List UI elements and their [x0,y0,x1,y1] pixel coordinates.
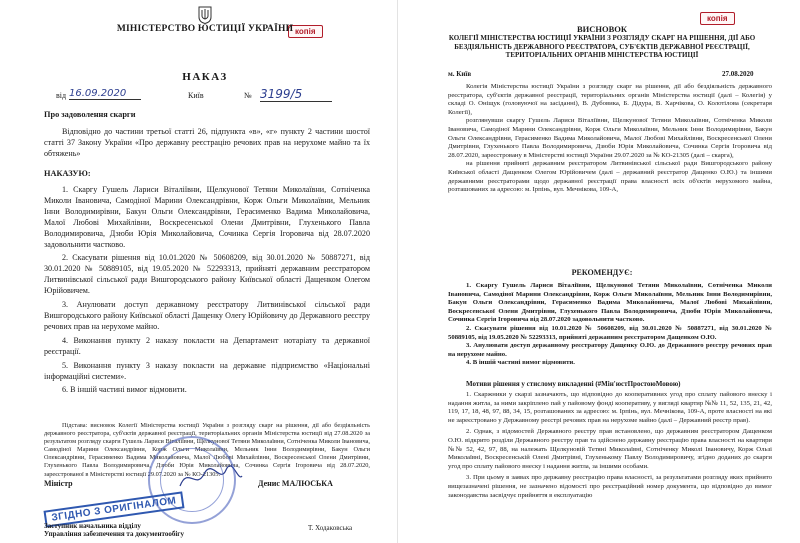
motive-item: 2. Однак, з відомостей Державного реєстру прав встановлено, що державним реєстратором Дащенком О.Ю. відкрито розділи Державного реєстру прав та здійснено державну реєстрацію права власності на квартири №№ 52, 42, 97, 88, на належать Щелкуновій Тетяні Миколаївні, Сотніченку Миколі Івановичу, Корж Ользі Миколаївні, Воскресенській Олені Дмитрівні, Глухенькому Павлу Володимировичу, згідно доданих до скарги угод про сплату пайового внеску і надання житла, за іншими особами. [448,428,772,470]
document-type: НАКАЗ [182,71,228,83]
intro-paragraph: розглянувши скаргу Гушель Лариси Віталіївни, Щелкунової Тетяни Миколаївни, Сотніченка Миколи Івановича, Самодіної Марини Олександрівни, Корж Ольги Миколаївни, Мельник Інни Володимирівни, Бакун Ольги Олександрівни, Герасименко Вадима Миколайовича, Малої Любові Михайлівни, Воскресенської Олени Дмитрівни, Глухенького Павла Володимировича, Дзюби Юрія Миколайовича, Сочинка Сергія Ігоровича від 28.07.2020, зареєстровану в Міністерстві юстиції України 29.07.2020 за № КО-21305 (далі – скарга), [448,117,772,159]
order-item: 2. Скасувати рішення від 10.01.2020 № 50608209, від 30.01.2020 № 50887271, від 30.01.2020 № 50889105, від 19.05.2020 № 52293313, прийняті державним реєстратором Литвинівської сільської ради Вишгородського району Київської області Дащенком Олегом Юрійовичем. [44,253,370,296]
recommendation-list [448,282,772,368]
motive-heading: Мотиви рішення у стислому викладенні (#Мін'юстПростоюМовою) [466,380,681,388]
recommendation-item: 4. В іншій частині вимог відмовити. [466,359,575,367]
order-meta-row [56,87,366,104]
conclusion-subtitle: КОЛЕГІЇ МІНІСТЕРСТВА ЮСТИЦІЇ УКРАЇНИ З РОЗГЛЯДУ СКАРГ НА РІШЕННЯ, ДІЇ АБО БЕЗДІЯЛЬНІСТЬ ДЕРЖАВНОГО РЕЄСТРАТОРА, СУБ'ЄКТІВ ДЕРЖАВНОЇ РЕЄСТРАЦІЇ, ТЕРИТОРІАЛЬНИХ ОРГАНІВ МІНІСТЕРСТВА ЮСТИЦІЇ [448,34,756,60]
footer-signer: Т. Ходаковська [308,524,353,532]
conclusion-date: 27.08.2020 [722,70,754,78]
date-prefix: від [56,91,67,100]
number-prefix: № [244,91,252,100]
motive-list [448,391,772,500]
recommendation-item: 2. Скасувати рішення від 10.01.2020 № 50608209, від 30.01.2020 № 50887271, від 30.01.2020 № 50889105, від 19.05.2020 № 52293313, прийняті державним реєстратором Дащенком О.Ю. [448,324,772,341]
intro-paragraph: Колегія Міністерства юстиції України з розгляду скарг на рішення, дії або бездіяльність державного реєстратора, суб'єктів державної реєстрації, територіальних органів Міністерства юстиції (далі – Колегія) у складі О. Оніщук (головуючої на засіданні), В. Дубовика, Б. Дідура, В. Харчікова, О. Колотілова (секретаря Колегії), [448,83,772,116]
order-basis: Підстава: висновок Колегії Міністерства юстиції України з розгляду скарг на рішення, дії або бездіяльність державного реєстратора, суб'єктів державної реєстрації, територіальних органів Міністерства юстиції від 27.08.2020 за результатом розгляду скарги Гушель Лариси Віталіївни, Щелкунової Тетяни Миколаївни, Сотніченка Миколи Івановича, Самодіної Марини Олександрівни, Корж Ольги Миколаївни, Мельник Інни Володимирівни, Бакун Ольги Олександрівни, Герасименко Вадима Миколайовича, Малої Любові Михайлівни, Воскресенської Олени Дмитрівни, Глухенького Павла Володимировича, Дзюби Юрія Миколайовича, Сочинка Сергія Ігоровича від 28.07.2020, зареєстрованої в Міністерстві юстиції 29.07.2020 за № КО-21305. [44,422,370,478]
footer-department: Управління забезпечення та документообігу [44,530,184,538]
order-page [0,0,398,543]
order-item: 3. Анулювати доступ державному реєстратору Литвинівської сільської ради Вишгородського району Київської області Дащенку Олегу Юрійовичу до Державного реєстру речових прав на нерухоме майно. [44,300,370,331]
minister-label: Міністр [44,479,73,488]
order-subject: Про задоволення скарги [44,110,136,119]
order-items [44,185,370,396]
coat-of-arms-icon [198,6,212,24]
recommendation-item: 3. Анулювати доступ державному реєстратору Дащенку О.Ю. до Державного реєстру речових прав на нерухоме майно. [448,342,772,358]
motive-item: 1. Скаржники у скарзі зазначають, що відповідно до кооперативних угод про сплату пайового внеску і надання житла, за ними закріплено пай у пайовому фонді кооперативу, у вигляді квартир №№ 11, 52, 135, 21, 42, 119, 17, 18, 48, 97, 88, 34, 15, розташованих за адресою: м. Ірпінь, вул. Мечнікова, 109-А, проте власності на які не зареєстровано у Державному реєстрі речових прав на нерухоме майно (далі – Державний реєстр прав). [448,391,772,424]
conclusion-intro [448,83,772,195]
minister-name: Денис МАЛЮСЬКА [258,479,333,488]
recommendation-item: 1. Скаргу Гушель Лариси Віталіївни, Щелкунової Тетяни Миколаївни, Сотніченка Миколи Івановича, Самодіної Марини Олександрівни, Корж Ольги Миколаївни, Мельник Інни Володимирівни, Бакун Ольги Олександрівни, Герасименко Вадима Миколайовича, Малої Любові Михайлівни, Воскресенської Олени Дмитрівни, Глухенького Павла Володимировича, Дзюби Юрія Миколайовича, Сочинка Сергія Ігоровича від 28.07.2020 задовольнити частково. [448,282,772,324]
order-item: 5. Виконання пункту 3 наказу покласти на державне підприємство «Національні інформаційні системи». [44,360,370,381]
conclusion-city: м. Київ [448,70,472,78]
copy-badge: копія [288,25,323,38]
order-date: 16.09.2020 [69,88,141,100]
ministry-title: МІНІСТЕРСТВО ЮСТИЦІЇ УКРАЇНИ [116,24,294,34]
order-command: НАКАЗУЮ: [44,169,91,178]
conclusion-page [402,0,800,543]
motive-item: 3. При цьому в заявах про державну реєстрацію права власності, за результатами розгляду яких прийнято вищезазначені рішення, не зазначено відомості про реєстраційний номер документа, що відповідно до вимог законодавства засвідчує прийняття в експлуатацію [448,474,772,499]
certified-copy-stamp: ЗГІДНО З ОРИГІНАЛОМ [43,491,184,527]
intro-paragraph: на рішення прийняті державним реєстратором Литвинівської сільської ради Вишгородського району Київської області Дащенком Олегом Юрійовичем (далі – державний реєстратор Дащенко О.Ю.) та іншими державними реєстраторами щодо державної реєстрації права власності всіх об'єктів нерухомого майна, розташованих за адресою: м. Ірпінь, вул. Мечнікова, 109-А, [448,160,772,194]
footer-position: Заступник начальника відділу [44,522,141,530]
order-intro: Відповідно до частини третьої статті 26, підпункта «в», «г» пункту 2 частини шостої статті 37 Закону України «Про державну реєстрацію речових прав на нерухоме майно та їх обтяжень» [44,127,370,158]
conclusion-title: ВИСНОВОК [576,24,628,34]
order-number: 3199/5 [260,87,332,102]
order-item: 6. В іншій частині вимог відмовити. [62,385,187,395]
order-city: Київ [188,91,204,100]
order-item: 1. Скаргу Гушель Лариси Віталіївни, Щелкунової Тетяни Миколаївни, Сотніченка Миколи Івановича, Самодіної Марини Олександрівни, Корж Ольги Миколаївни, Мельник Інни Володимирівни, Бакун Ольги Олександрівни, Герасименко Вадима Миколайовича, Малої Любові Михайлівни, Воскресенської Олени Дмитрівни, Глухенького Павла Володимировича, Дзюби Юрія Миколайовича, Сочинка Сергія Ігоровича від 28.07.2020 задовольнити частково. [44,185,370,249]
copy-badge: копія [700,12,735,25]
order-item: 4. Виконання пункту 2 наказу покласти на Департамент нотаріату та державної реєстрації. [44,335,370,356]
recommends-heading: РЕКОМЕНДУЄ: [571,268,633,277]
